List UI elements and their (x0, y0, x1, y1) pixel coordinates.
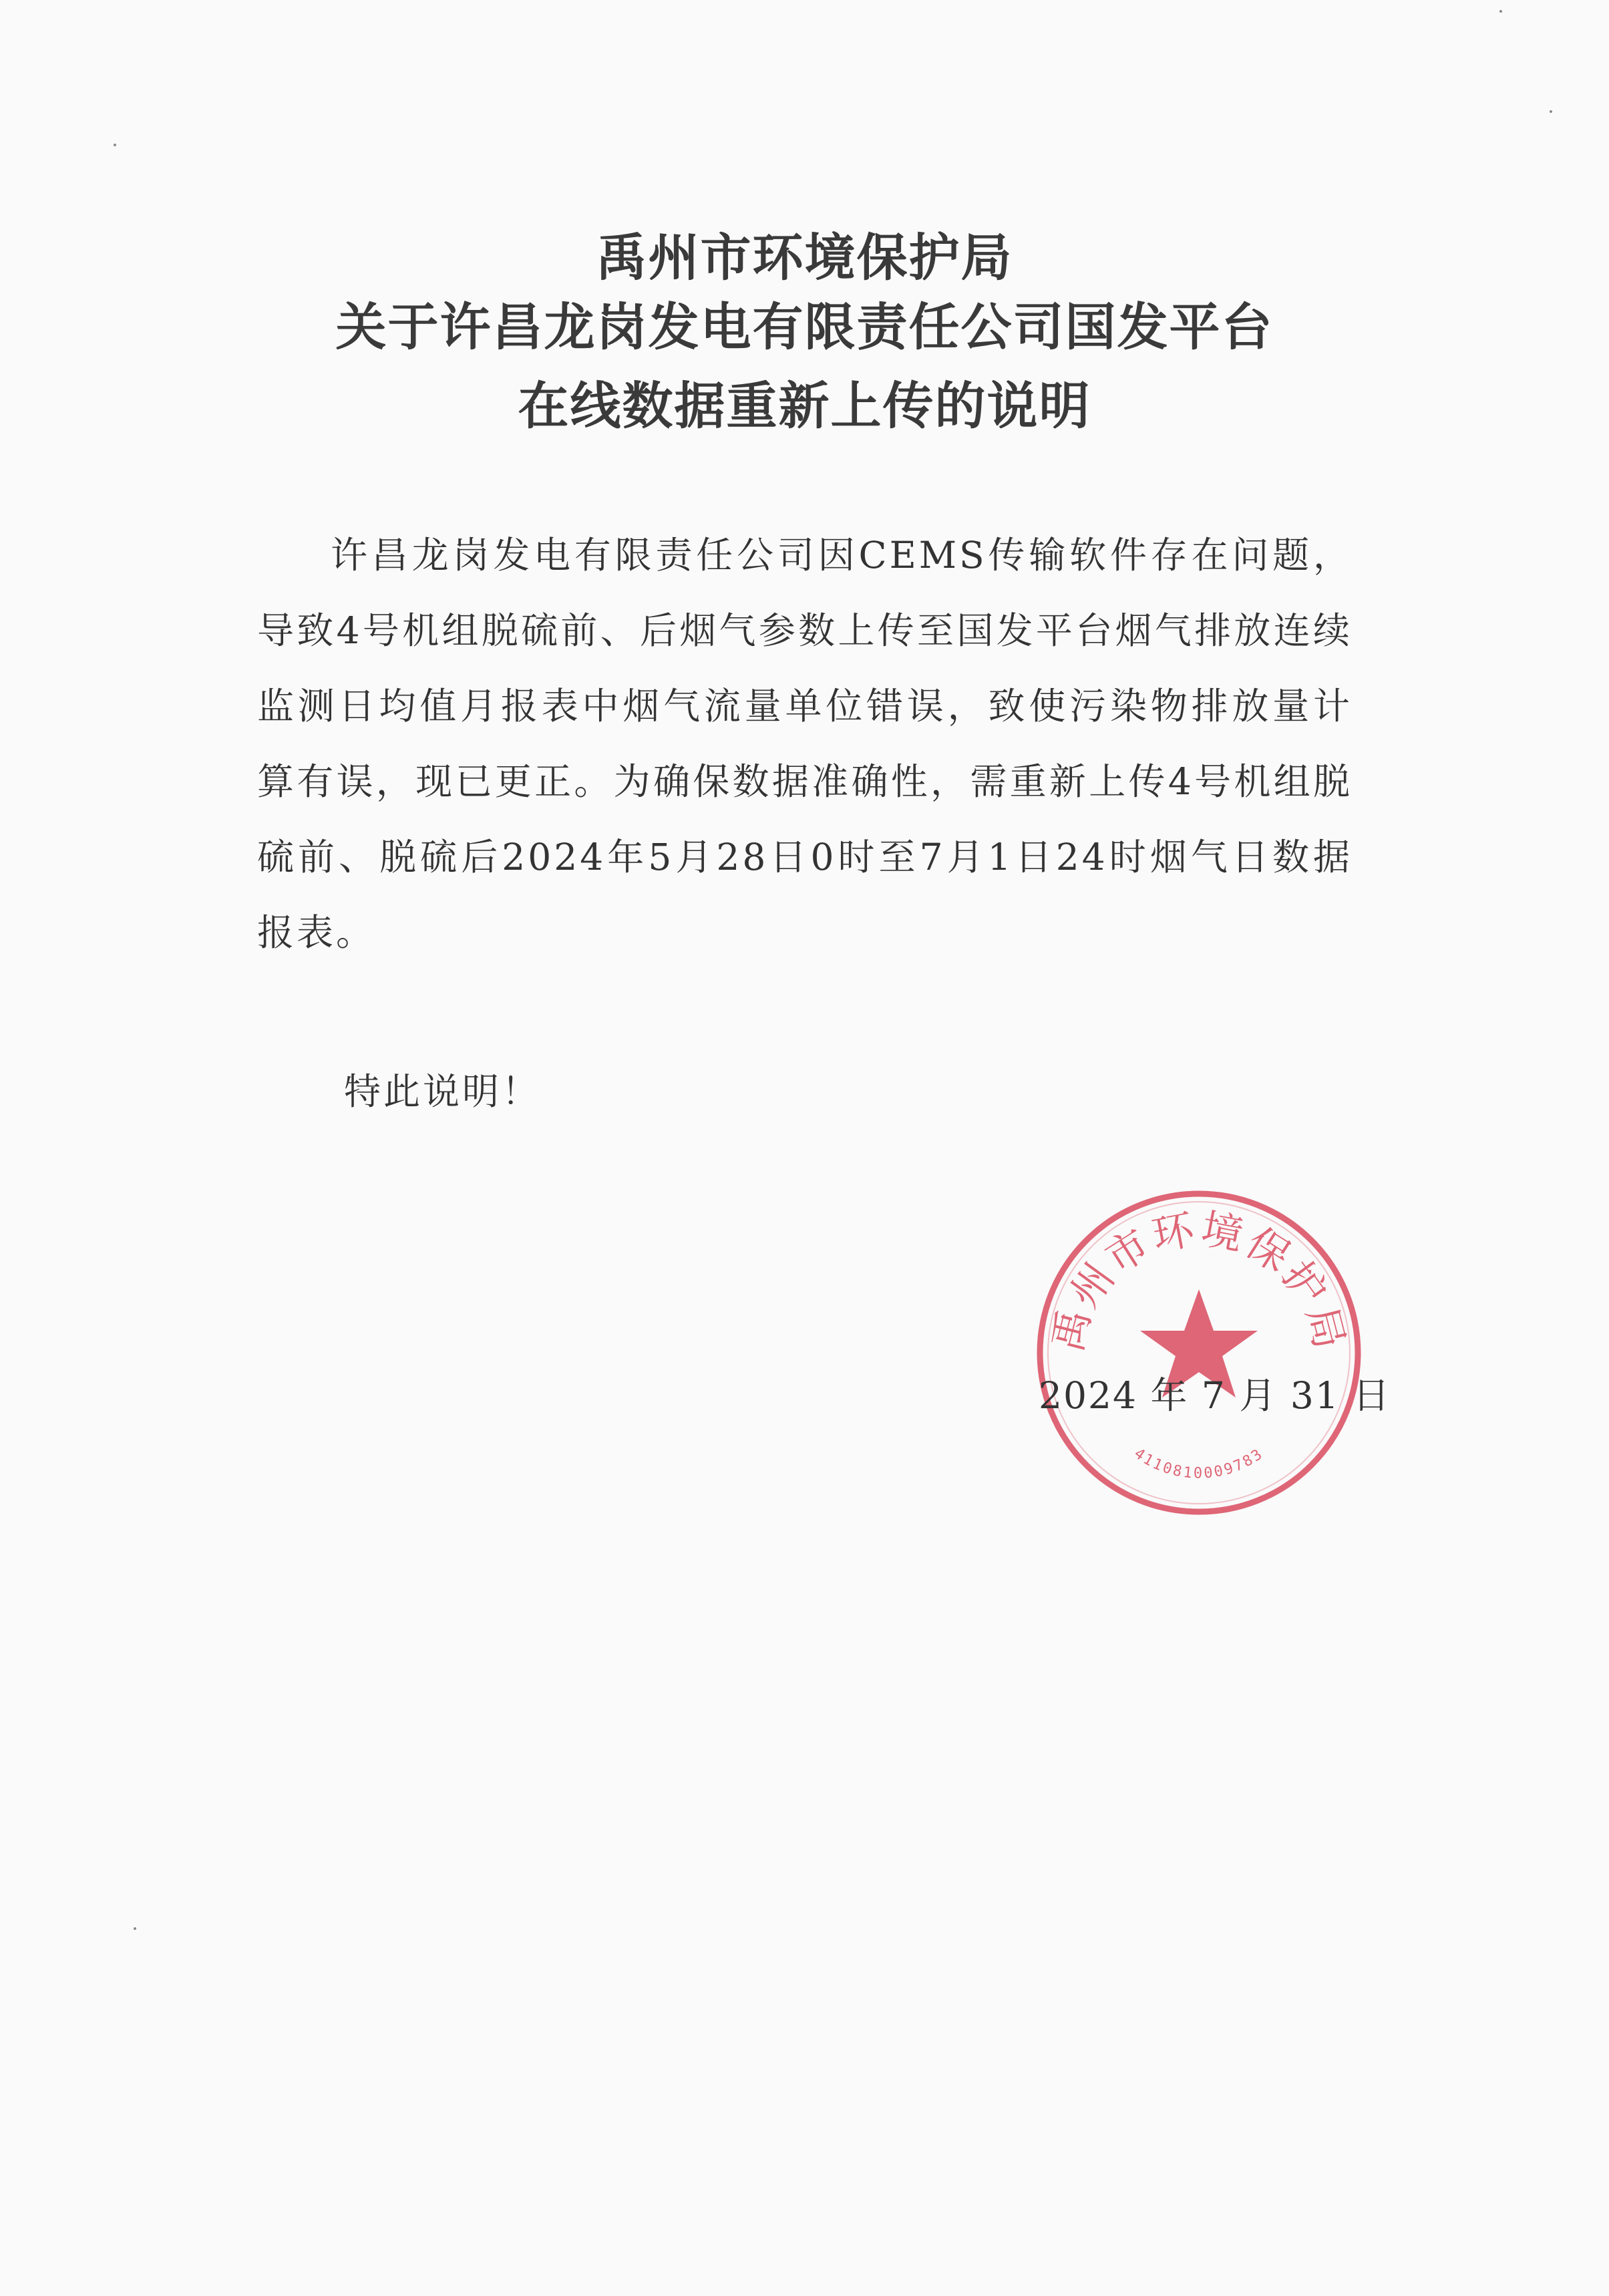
seal-number: 4110810009783 (1131, 1445, 1267, 1482)
seal-text: 禹州市环境保护局 (1043, 1204, 1355, 1357)
document-date: 2024 年 7 月 31 日 (1039, 1374, 1391, 1417)
scan-speck (1550, 110, 1552, 113)
scan-speck (134, 1927, 136, 1930)
closing-remark: 特此说明！ (344, 1070, 542, 1113)
body-paragraph: 许昌龙岗发电有限责任公司因CEMS传输软件存在问题，导致4号机组脱硫前、后烟气参数上传至国发平台烟气排放连续监测日均值月报表中烟气流量单位错误，致使污染物排放量计算有误，现已更正。为确保数据准确性，需重新上传4号机组脱硫前、脱硫后2024年5月28日0时至7月1日24时烟气日数据报表。 (257, 534, 1353, 954)
scan-speck (114, 144, 116, 146)
document-title-line1: 禹州市环境保护局 (596, 228, 1013, 287)
scan-speck (1499, 10, 1502, 13)
official-seal-stamp (1025, 1182, 1373, 1523)
document-title-line3: 在线数据重新上传的说明 (518, 376, 1091, 436)
svg-text:4110810009783 (1131, 1445, 1266, 1482)
document-title-line2: 关于许昌龙岗发电有限责任公司国发平台 (335, 297, 1274, 357)
